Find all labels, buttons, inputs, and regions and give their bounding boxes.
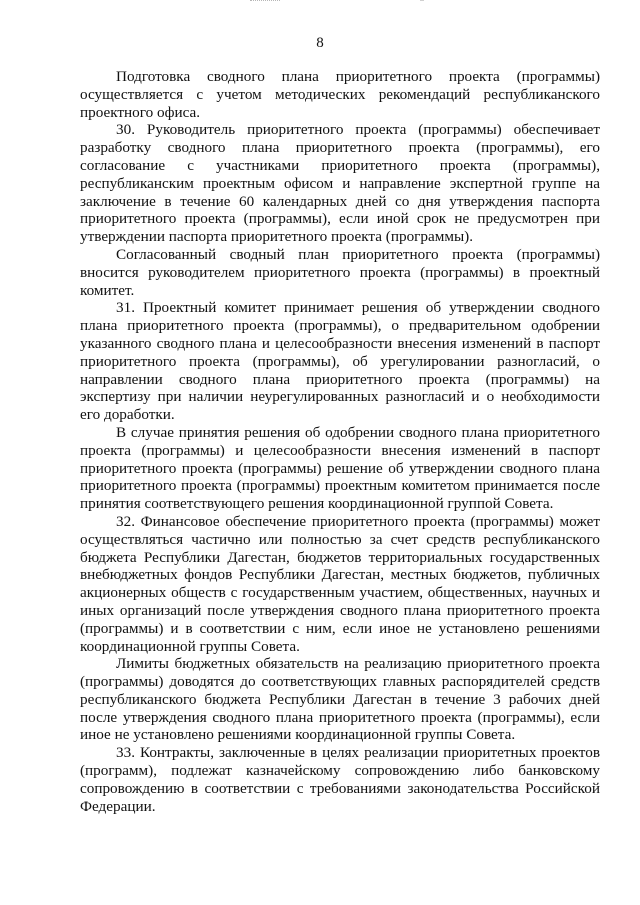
paragraph-item-32: 32. Финансовое обеспечение приоритетного проекта (программы) может осуществляться частично или полностью за счет средств республиканского бюджета Республики Дагестан, бюджетов территориальных государственных внебюджетных фондов Республики Дагестан, местных бюджетов, публичных акционерных обществ с государственным участием, общественных, научных и иных организаций после утверждения сводного плана приоритетного проекта (программы) и в соответствии с ним, если иное не установлено решениями координационной группы Совета.: [80, 512, 600, 655]
scan-artifact: [420, 0, 424, 7]
paragraph-item-33: 33. Контракты, заключенные в целях реализации приоритетных проектов (программ), подлежат казначейскому сопровождению либо банковскому сопровождению в соответствии с требованиями законодательства Российской Федерации.: [80, 744, 600, 815]
paragraph-agreed-plan-submission: Согласованный сводный план приоритетного проекта (программы) вносится руководителем приоритетного проекта (программы) в проектный комитет.: [80, 245, 600, 299]
paragraph-budget-limits: Лимиты бюджетных обязательств на реализацию приоритетного проекта (программы) доводятся до соответствующих главных распорядителей средств республиканского бюджета Республики Дагестан в течение 3 рабочих дней после утверждения сводного плана приоритетного проекта (программы), если иное не установлено решениями координационной группы Совета.: [80, 655, 600, 744]
scan-artifact: [250, 0, 280, 7]
paragraph-approval-decision: В случае принятия решения об одобрении сводного плана приоритетного проекта (программы) и целесообразности внесения изменений в паспорт приоритетного проекта (программы) решение об утверждении сводного плана приоритетного проекта (программы) проектным комитетом принимается после принятия соответствующего решения координационной группой Совета.: [80, 423, 600, 513]
page-number: 8: [316, 35, 324, 51]
paragraph-summary-plan-preparation: Подготовка сводного плана приоритетного проекта (программы) осуществляется с учетом методических рекомендаций республиканского проектного офиса.: [80, 68, 600, 121]
paragraph-item-31: 31. Проектный комитет принимает решения об утверждении сводного плана приоритетного проекта (программы), о предварительном одобрении указанного сводного плана и целесообразности внесения изменений в паспорт приоритетного проекта (программы), об урегулировании разногласий, о направлении сводного плана приоритетного проекта (программы) на экспертизу при наличии неурегулированных разногласий и о необходимости его доработки.: [80, 299, 600, 424]
document-body: [80, 68, 600, 815]
paragraph-item-30: 30. Руководитель приоритетного проекта (программы) обеспечивает разработку сводного плана приоритетного проекта (программы), его согласование с участниками приоритетного проекта (программы), республиканским проектным офисом и направление экспертной группе на заключение в течение 60 календарных дней со дня утверждения паспорта приоритетного проекта (программы), если иной срок не предусмотрен при утверждении паспорта приоритетного проекта (программы).: [80, 121, 600, 246]
